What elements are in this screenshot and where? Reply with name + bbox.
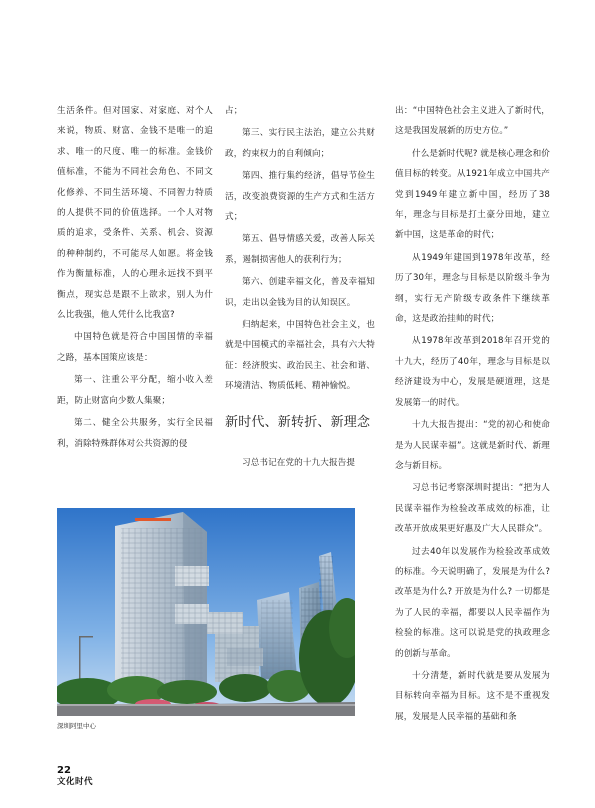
city-buildings-photo <box>57 508 355 716</box>
paragraph: 什么是新时代呢? 就是核心理念和价值目标的转变。从1921年成立中国共产党到1949年建立新中国，经历了38年，理念与目标是打土豪分田地，建立新中国，这是革命的时代； <box>395 148 550 241</box>
paragraph: 第六、创建幸福文化，普及幸福知识，走出以金钱为目的认知误区。 <box>225 277 375 308</box>
text-column-3 <box>395 101 550 729</box>
paragraph: 归纳起来，中国特色社会主义，也就是中国模式的幸福社会，具有六大特征：经济殷实、政治民主、社会和谐、环境清洁、物质低耗、精神愉悦。 <box>225 320 375 392</box>
paragraph: 习总书记考察深圳时提出：“把为人民谋幸福作为检验改革成效的标准，让改革开放成果更好惠及广大人民群众”。 <box>395 483 550 535</box>
paragraph: 过去40年以发展作为检验改革成效的标准。今天说明确了，发展是为什么? 改革是为什么? 开放是为什么? 一切都是为了人民的幸福，都要以人民幸福作为检验的标准。这可以说是党的执政理念的创新与革命。 <box>395 546 550 659</box>
text-column-2 <box>225 101 375 475</box>
paragraph: 从1949年建国到1978年改革，经历了30年，理念与目标是以阶级斗争为纲，实行无产阶级专政条件下继续革命，这是政治挂帅的时代； <box>395 252 550 325</box>
paragraph: 第一、注重公平分配，缩小收入差距，防止财富向少数人集聚； <box>57 375 213 406</box>
paragraph: 十分清楚，新时代就是要从发展为目标转向幸福为目标。这不是不重视发展，发展是人民幸福的基础和条 <box>395 670 550 722</box>
paragraph: 十九大报告提出：“党的初心和使命是为人民谋幸福”。这就是新时代、新理念与新目标。 <box>395 420 550 471</box>
paragraph: 第三、实行民主法治，建立公共财政，约束权力的自利倾向； <box>225 128 375 159</box>
paragraph: 第二、健全公共服务，实行全民福利，消除特殊群体对公共资源的侵 <box>57 418 213 449</box>
paragraph: 从1978年改革到2018年召开党的十九大，经历了40年，理念与目标是以经济建设为中心，发展是硬道理，这是发展第一的时代。 <box>395 336 550 408</box>
photo-caption: 深圳阿里中心 <box>57 722 96 730</box>
page-number: 22 <box>57 765 71 776</box>
paragraph: 第四、推行集约经济，倡导节俭生活，改变浪费资源的生产方式和生活方式； <box>225 171 375 223</box>
paragraph: 习总书记在党的十九大报告提 <box>242 457 356 468</box>
magazine-name: 文化时代 <box>57 777 94 787</box>
paragraph: 中国特色就是符合中国国情的幸福之路，基本国策应该是： <box>57 332 213 363</box>
text-column-1 <box>57 101 213 456</box>
section-heading: 新时代、新转折、新理念 <box>225 414 371 430</box>
paragraph: 占； <box>225 106 243 116</box>
paragraph: 第五、倡导情感关爱，改善人际关系，遏制损害他人的获利行为； <box>225 234 375 265</box>
paragraph: 出：“中国特色社会主义进入了新时代，这是我国发展新的历史方位。” <box>395 106 550 137</box>
paragraph: 生活条件。但对国家、对家庭、对个人来说，物质、财富、金钱不是唯一的追求、唯一的尺度、唯一的标准。金钱价值标准，不能为不同社会角色、不同文化修养、不同生活环境、不同智力特质的人提供不同的价值选择。一个人对物质的追求，受条件、关系、机会、资源的种种制约，不可能尽人如愿。将金钱作为衡量标准，人的心理永远找不到平衡点，现实总是跟不上欲求，别人为什么比我强，他人凭什么比我富? <box>57 106 213 321</box>
